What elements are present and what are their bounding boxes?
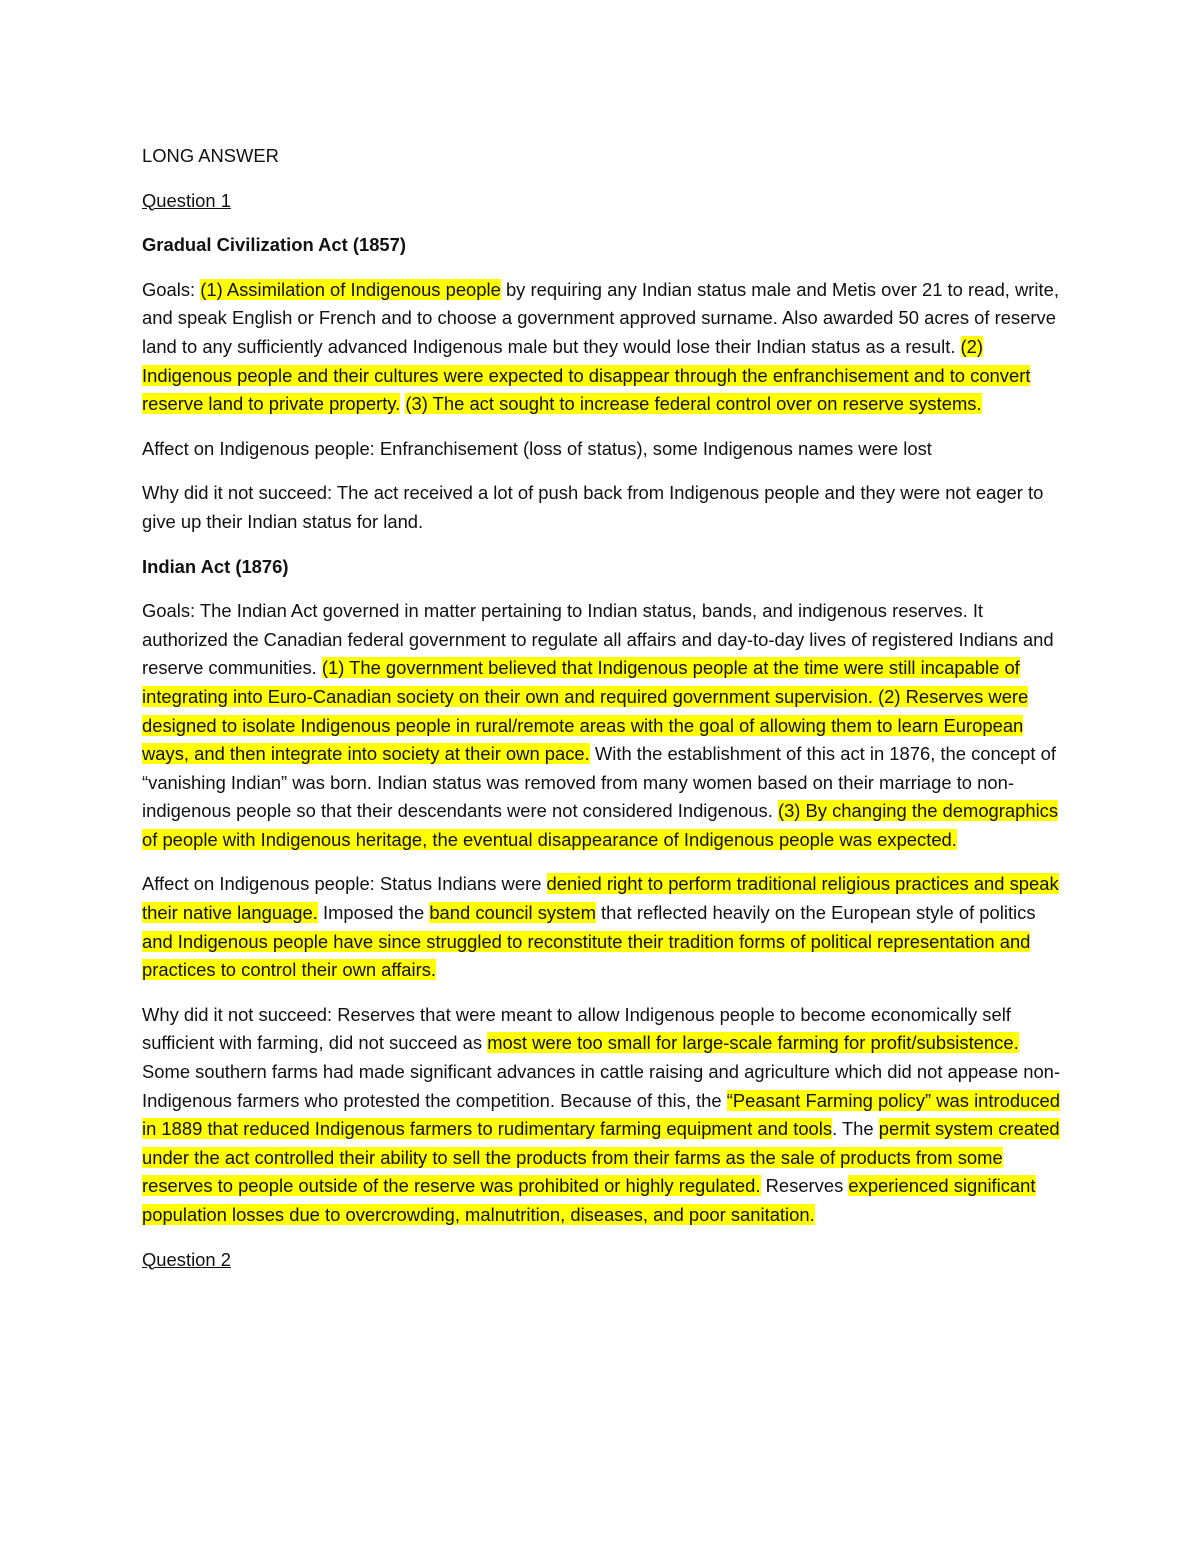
question-1-heading: Question 1 (142, 189, 231, 211)
text-run: With the establishment of this act in 1876, the concept of “vanishing Indian” was born. Indian status was removed from many women based on their marriage to non-indigenous people so that their descendants were not considered Indigenous. (142, 743, 1056, 822)
highlighted-text: (1) The government believed that Indigenous people at the time were still incapable of integrating into Euro-Canadian society on their own and required government supervision. (2) Reserves were designed to isolate Indigenous people in rural/remote areas with the goal of allowing them to learn European ways, and then integrate into society at their own pace. (142, 657, 1029, 765)
text-run: Affect on Indigenous people: Enfranchisement (loss of status), some Indigenous names were lost (142, 437, 932, 459)
text-run: . The (832, 1118, 879, 1140)
question-2-heading: Question 2 (142, 1248, 231, 1270)
text-run: Why did it not succeed: The act received a lot of push back from Indigenous people and they were not eager to give up their Indian status for land. (142, 482, 1044, 532)
highlighted-text: (3) The act sought to increase federal control over on reserve systems. (405, 393, 982, 415)
gca-heading: Gradual Civilization Act (1857) (142, 234, 407, 256)
ia-affect-paragraph (142, 870, 1062, 984)
ia-goals-paragraph (142, 597, 1062, 854)
ia-why-paragraph (142, 1001, 1062, 1230)
text-run: Goals: (142, 278, 201, 300)
ia-heading: Indian Act (1876) (142, 555, 289, 577)
text-run: Reserves (760, 1175, 849, 1197)
document-page (142, 142, 1062, 1290)
highlighted-text: denied right to perform traditional religious practices and speak their native language. (142, 873, 1059, 924)
highlighted-text: most were too small for large-scale farming for profit/subsistence. (487, 1032, 1019, 1054)
text-run: Goals: The Indian Act governed in matter pertaining to Indian status, bands, and indigenous reserves. It authorized the Canadian federal government to regulate all affairs and day-to-day lives of registered Indians and reserve communities. (142, 600, 1054, 679)
text-run: by requiring any Indian status male and Metis over 21 to read, write, and speak English or French and to choose a government approved surname. Also awarded 50 acres of reserve land to any sufficiently advanced Indigenous male but they would lose their Indian status as a result. (142, 278, 1059, 357)
doc-title: LONG ANSWER (142, 145, 279, 166)
text-run: Some southern farms had made significant advances in cattle raising and agriculture which did not appease non-Indigenous farmers who protested the competition. Because of this, the (142, 1061, 1061, 1111)
highlighted-text: experienced significant population losses due to overcrowding, malnutrition, diseases, and poor sanitation. (142, 1175, 1036, 1225)
text-run: Affect on Indigenous people: Status Indians were (142, 873, 547, 895)
text-run: Why did it not succeed: Reserves that were meant to allow Indigenous people to become economically self sufficient with farming, did not succeed as (142, 1003, 1011, 1054)
text-run: Imposed the (317, 902, 430, 924)
highlighted-text: and Indigenous people have since struggled to reconstitute their tradition forms of political representation and practices to control their own affairs. (142, 930, 1031, 981)
text-run: that reflected heavily on the European style of politics (595, 902, 1036, 924)
highlighted-text: (3) By changing the demographics of people with Indigenous heritage, the eventual disappearance of Indigenous people was expected. (142, 800, 1059, 850)
highlighted-text: “Peasant Farming policy” was introduced in 1889 that reduced Indigenous farmers to rudimentary farming equipment and tools (142, 1089, 1060, 1140)
highlighted-text: permit system created under the act controlled their ability to sell the products from their farms as the sale of products from some reserves to people outside of the reserve was prohibited or highly regulated. (142, 1118, 1060, 1197)
highlighted-text: (2) Indigenous people and their cultures were expected to disappear through the enfranchisement and to convert reserve land to private property. (142, 335, 1031, 415)
highlighted-text: band council system (429, 902, 596, 924)
gca-goals-paragraph (142, 276, 1062, 419)
highlighted-text: (1) Assimilation of Indigenous people (200, 278, 501, 300)
gca-affect-paragraph (142, 435, 1062, 464)
gca-why-paragraph (142, 479, 1062, 536)
